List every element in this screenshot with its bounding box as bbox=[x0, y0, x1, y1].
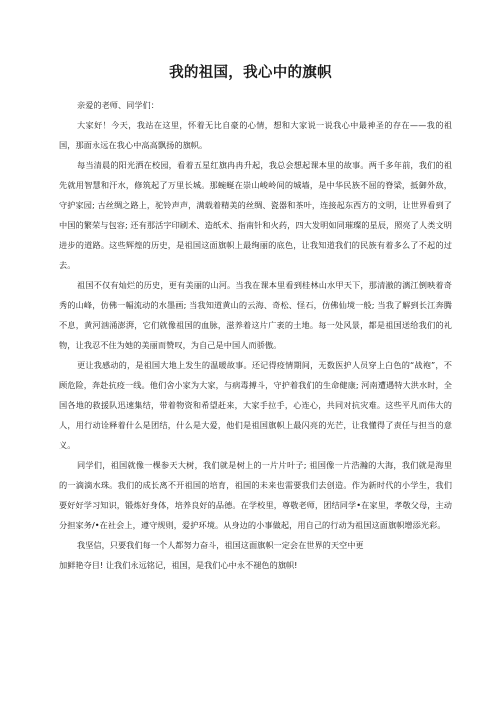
speech-paragraph-1: 大家好！今天，我站在这里，怀着无比自豪的心情，想和大家说一说我心中最神圣的存在——我的祖国，那面永远在我心中高高飘扬的旗帜。 bbox=[59, 120, 452, 150]
speech-paragraph-3: 祖国不仅有灿烂的历史，更有美丽的山河。当我在课本里看到桂林山水甲天下，那清澈的漓江倒映着奇秀的山峰，仿佛一幅流动的水墨画; 当我知道黄山的云海、奇松、怪石，仿佛仙境一般; 当我了解到长江奔腾不息，黄河汹涌澎湃，它们就像祖国的血脉，滋养着这片广袤的土地。每一处风景，都是祖国送给我们的礼物，让我忍不住为她的美丽而赞叹，为自己是中国人而骄傲。 bbox=[59, 280, 452, 350]
speech-paragraph-4: 更让我感动的，是祖国大地上发生的温暖故事。还记得疫情期间，无数医护人员穿上白色的“战袍”，不顾危险，奔赴抗疫一线。他们舍小家为大家，与病毒搏斗，守护着我们的生命健康; 河南遭遇特大洪水时，全国各地的救援队迅速集结，带着物资和希望赶来，大家手拉手，心连心，共同对抗灾难。这些平凡而伟大的人，用行动诠释着什么是团结，什么是大爱，他们是祖国旗帜上最闪亮的光芒，让我懂得了责任与担当的意义。 bbox=[59, 360, 452, 450]
speech-closing-line-2: 加鲜艳夺目! 让我们永远铭记，祖国，是我们心中永不褪色的旗帜! bbox=[59, 560, 298, 570]
speech-paragraph-2: 每当清晨的阳光洒在校园，看着五星红旗冉冉升起，我总会想起课本里的故事。两千多年前，我们的祖先就用智慧和汗水，修筑起了万里长城。那蜿蜒在崇山峻岭间的城墙，是中华民族不屈的脊梁，抵御外敌，守护家园; 古丝绸之路上，驼铃声声，满载着精美的丝绸、瓷器和茶叶，连接起东西方的文明，让世界看到了中国的繁荣与包容; 还有那活字印刷术、造纸术、指南针和火药，四大发明如同璀璨的星辰，照亮了人类文明进步的道路。这些辉煌的历史，是祖国这面旗帜上最绚丽的底色，让我知道我们的民族有着多么了不起的过去。 bbox=[59, 160, 452, 270]
speech-greeting: 亲爱的老师、同学们： bbox=[77, 100, 159, 110]
speech-paragraph-5: 同学们，祖国就像一棵参天大树，我们就是树上的一片片叶子; 祖国像一片浩瀚的大海，我们就是海里的一滴滴水珠。我们的成长离不开祖国的培育，祖国的未来也需要我们去创造。作为新时代的小学生，我们要好好学习知识，锻炼好身体，培养良好的品德。在学校里，尊敬老师，团结同学•在家里，孝敬父母，主动分担家务/•在社会上，遵守规则，爱护环境。从身边的小事做起，用自己的行动为祖国这面旗帜增添光彩。 bbox=[59, 460, 452, 530]
speech-closing-line-1: 我坚信，只要我们每一个人都努力奋斗，祖国这面旗帜一定会在世界的天空中更 bbox=[77, 540, 364, 550]
speech-title: 我的祖国，我心中的旗帜 bbox=[169, 65, 332, 81]
